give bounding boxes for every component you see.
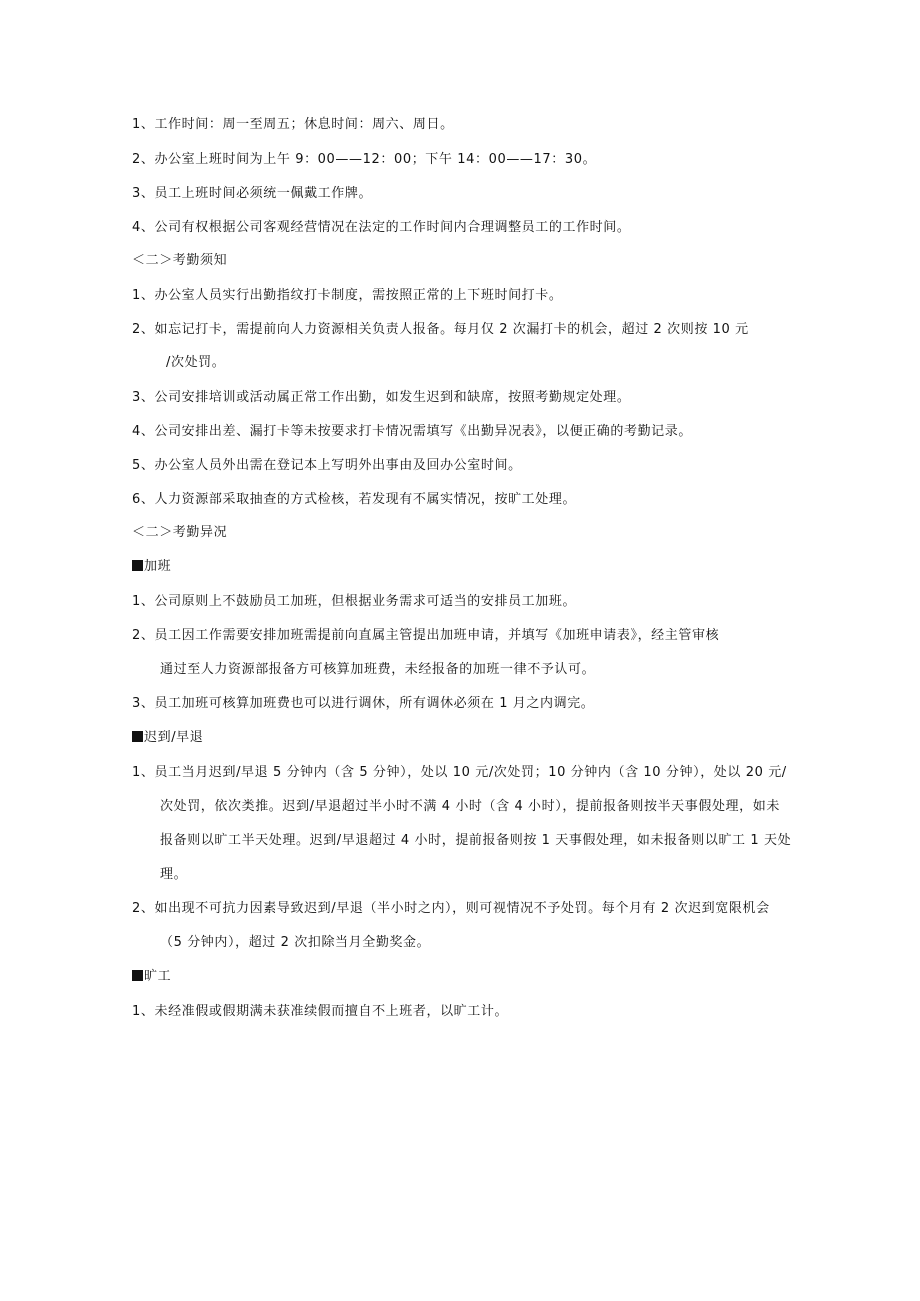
overtime-heading (132, 558, 171, 576)
square-bullet-icon (132, 560, 143, 571)
overtime-item-2-line-2: 通过至人力资源部报备方可核算加班费，未经报备的加班一律不予认可。 (160, 662, 596, 677)
overtime-item-1: 1、公司原则上不鼓励员工加班，但根据业务需求可适当的安排员工加班。 (132, 594, 577, 609)
attendance-notice-item-2-line-1: 2、如忘记打卡，需提前向人力资源相关负责人报备。每月仅 2 次漏打卡的机会，超过 2 次则按 10 元 (132, 322, 749, 337)
attendance-notice-heading: ＜二＞考勤须知 (132, 253, 228, 268)
square-bullet-icon (132, 970, 143, 981)
work-time-item-3: 3、员工上班时间必须统一佩戴工作牌。 (132, 186, 373, 201)
overtime-item-2-line-1: 2、员工因工作需要安排加班需提前向直属主管提出加班申请，并填写《加班申请表》，经主管审核 (132, 628, 720, 643)
absence-heading (132, 968, 171, 986)
late-item-2-line-1: 2、如出现不可抗力因素导致迟到/早退（半小时之内），则可视情况不予处罚。每个月有 2 次迟到宽限机会 (132, 901, 770, 916)
attendance-notice-item-3: 3、公司安排培训或活动属正常工作出勤，如发生迟到和缺席，按照考勤规定处理。 (132, 390, 631, 405)
attendance-notice-item-1: 1、办公室人员实行出勤指纹打卡制度，需按照正常的上下班时间打卡。 (132, 288, 563, 303)
attendance-notice-item-5: 5、办公室人员外出需在登记本上写明外出事由及回办公室时间。 (132, 458, 522, 473)
late-item-2-line-2: （5 分钟内），超过 2 次扣除当月全勤奖金。 (160, 935, 431, 950)
overtime-item-3: 3、员工加班可核算加班费也可以进行调休，所有调休必须在 1 月之内调完。 (132, 696, 595, 711)
late-heading (132, 729, 203, 747)
late-item-1-line-3: 报备则以旷工半天处理。迟到/早退超过 4 小时，提前报备则按 1 天事假处理，如未报备则以旷工 1 天处 (160, 833, 792, 848)
work-time-item-1: 1、工作时间：周一至周五；休息时间：周六、周日。 (132, 117, 454, 132)
attendance-notice-item-6: 6、人力资源部采取抽查的方式检核，若发现有不属实情况，按旷工处理。 (132, 492, 577, 507)
attendance-notice-item-2-line-2: /次处罚。 (166, 355, 226, 370)
work-time-item-2: 2、办公室上班时间为上午 9：00——12：00；下午 14：00——17：30。 (132, 152, 597, 167)
late-title: 迟到/早退 (144, 730, 204, 745)
overtime-title: 加班 (144, 559, 172, 574)
late-item-1-line-4: 理。 (160, 867, 188, 882)
late-item-1-line-2: 次处罚，依次类推。迟到/早退超过半小时不满 4 小时（含 4 小时），提前报备则按半天事假处理，如未 (160, 799, 780, 814)
absence-title: 旷工 (144, 969, 172, 984)
late-item-1-line-1: 1、员工当月迟到/早退 5 分钟内（含 5 分钟），处以 10 元/次处罚；10 分钟内（含 10 分钟），处以 20 元/ (132, 765, 787, 780)
work-time-item-4: 4、公司有权根据公司客观经营情况在法定的工作时间内合理调整员工的工作时间。 (132, 220, 631, 235)
attendance-notice-item-4: 4、公司安排出差、漏打卡等未按要求打卡情况需填写《出勤异况表》，以便正确的考勤记录。 (132, 424, 692, 439)
attendance-exceptions-heading: ＜二＞考勤异况 (132, 525, 228, 540)
absence-item-1: 1、未经准假或假期满未获准续假而擅自不上班者，以旷工计。 (132, 1004, 509, 1019)
square-bullet-icon (132, 731, 143, 742)
